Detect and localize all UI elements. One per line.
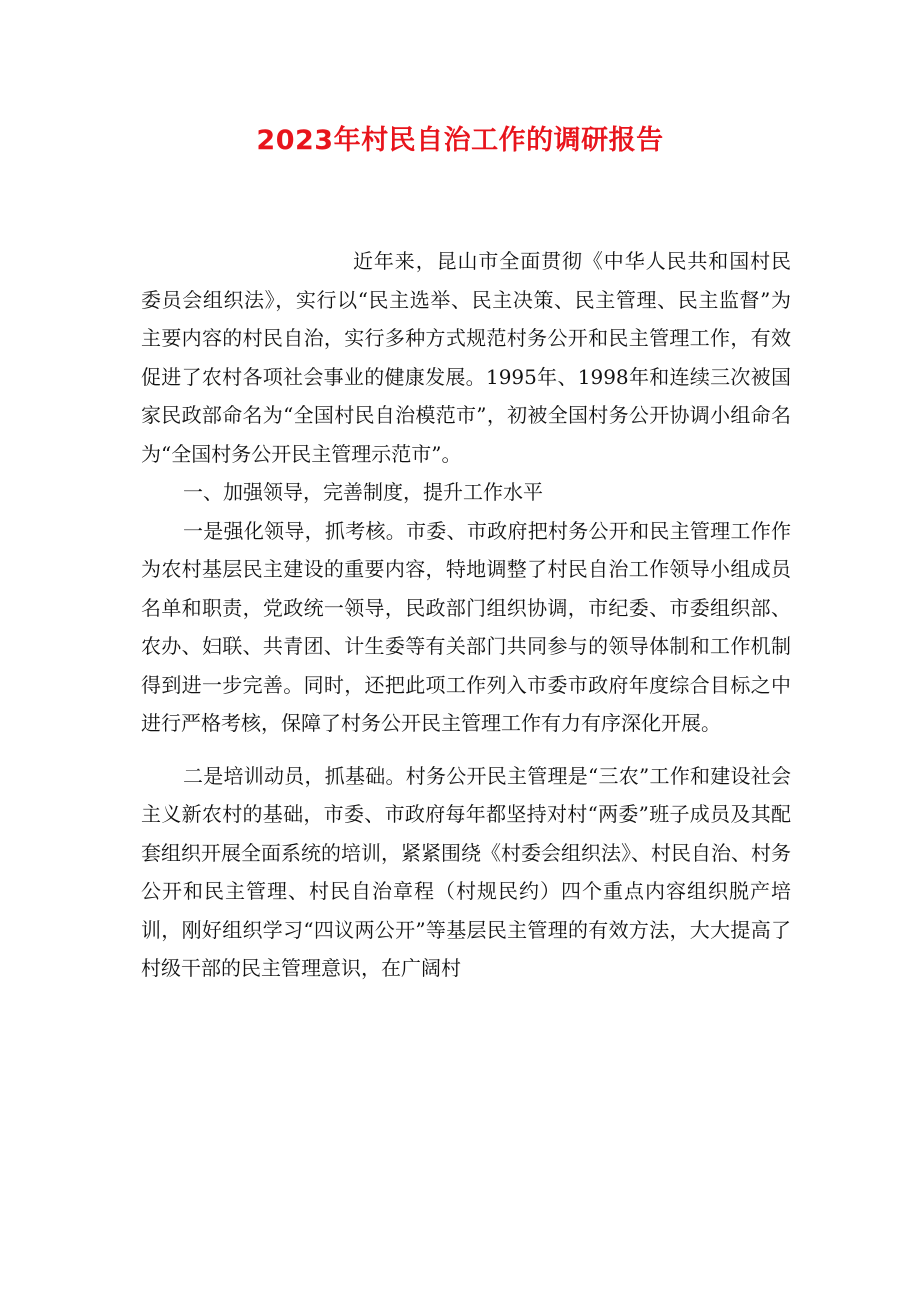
section-heading-1: 一、加强领导，完善制度，提升工作水平 xyxy=(183,480,543,504)
document-body xyxy=(141,242,791,988)
paragraph-intro: 近年来，昆山市全面贯彻《中华人民共和国村民委员会组织法》，实行以“民主选举、民主决策、民主管理、民主监督”为主要内容的村民自治，实行多种方式规范村务公开和民主管理工作，有效促进了农村各项社会事业的健康发展。1995年、1998年和连续三次被国家民政部命名为“全国村民自治模范市”，初被全国村务公开协调小组命名为“全国村务公开民主管理示范市”。 xyxy=(141,249,791,466)
paragraph-leadership: 一是强化领导，抓考核。市委、市政府把村务公开和民主管理工作作为农村基层民主建设的重要内容，特地调整了村民自治工作领导小组成员名单和职责，党政统一领导，民政部门组织协调，市纪委、市委组织部、农办、妇联、共青团、计生委等有关部门共同参与的领导体制和工作机制得到进一步完善。同时，还把此项工作列入市委市政府年度综合目标之中进行严格考核，保障了村务公开民主管理工作有力有序深化开展。 xyxy=(141,518,791,735)
document-title: 2023年村民自治工作的调研报告 xyxy=(256,125,664,156)
paragraph-training: 二是培训动员，抓基础。村务公开民主管理是“三农”工作和建设社会主义新农村的基础，市委、市政府每年都坚持对村“两委”班子成员及其配套组织开展全面系统的培训，紧紧围绕《村委会组织法》、村民自治、村务公开和民主管理、村民自治章程（村规民约）四个重点内容组织脱产培训，刚好组织学习“四议两公开”等基层民主管理的有效方法，大大提高了村级干部的民主管理意识，在广阔村 xyxy=(141,763,791,980)
